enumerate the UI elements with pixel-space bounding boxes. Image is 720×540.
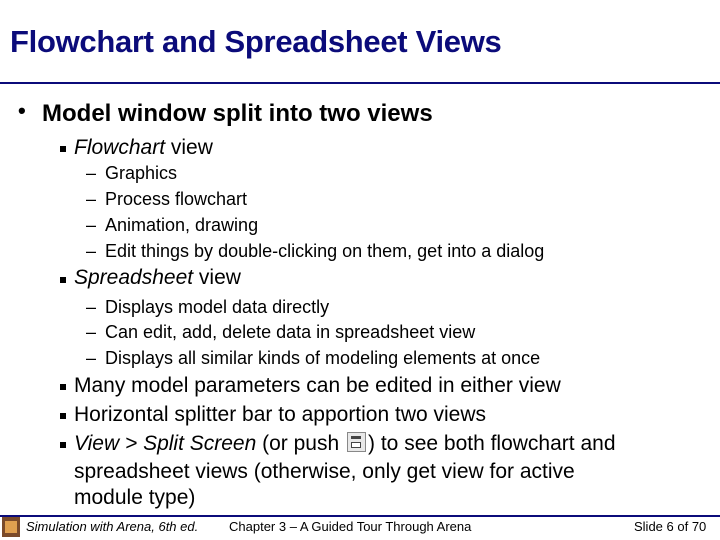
dash-bullet: –	[86, 189, 97, 209]
slide-title: Flowchart and Spreadsheet Views	[10, 24, 502, 59]
spreadsheet-view-item: Spreadsheet view	[74, 266, 241, 289]
list-item: Graphics	[105, 163, 178, 183]
split-screen-icon	[347, 432, 366, 452]
footer-chapter: Chapter 3 – A Guided Tour Through Arena	[229, 519, 472, 534]
footer-slide-number: Slide 6 of 70	[634, 519, 707, 534]
title-divider	[0, 82, 720, 84]
list-item: Edit things by double-clicking on them, get into a dialog	[105, 241, 545, 261]
square-bullet	[60, 146, 66, 152]
arena-logo-icon	[2, 517, 20, 537]
square-bullet	[60, 442, 66, 448]
list-item: Horizontal splitter bar to apportion two views	[74, 403, 487, 426]
dash-bullet: –	[86, 322, 97, 342]
split-screen-item: View > Split Screen (or push ) to see both flowchart and	[74, 432, 616, 455]
list-item: Displays all similar kinds of modeling elements at once	[105, 348, 541, 368]
list-item: Many model parameters can be edited in either view	[74, 374, 561, 397]
dash-bullet: –	[86, 348, 97, 368]
list-item: Displays model data directly	[105, 297, 330, 317]
list-item: Animation, drawing	[105, 215, 259, 235]
split-screen-item-line2: spreadsheet views (otherwise, only get view for active	[74, 460, 575, 483]
square-bullet	[60, 384, 66, 390]
split-screen-item-line3: module type)	[74, 486, 196, 509]
list-item: Can edit, add, delete data in spreadsheet view	[105, 322, 476, 342]
square-bullet	[60, 413, 66, 419]
dash-bullet: –	[86, 241, 97, 261]
list-item: Process flowchart	[105, 189, 248, 209]
dash-bullet: –	[86, 163, 97, 183]
square-bullet	[60, 277, 66, 283]
flowchart-view-item: Flowchart view	[74, 136, 213, 159]
footer-divider	[0, 515, 720, 517]
dash-bullet: –	[86, 297, 97, 317]
dash-bullet: –	[86, 215, 97, 235]
bullet-dot: •	[18, 98, 26, 123]
footer-book: Simulation with Arena, 6th ed.	[26, 519, 199, 534]
